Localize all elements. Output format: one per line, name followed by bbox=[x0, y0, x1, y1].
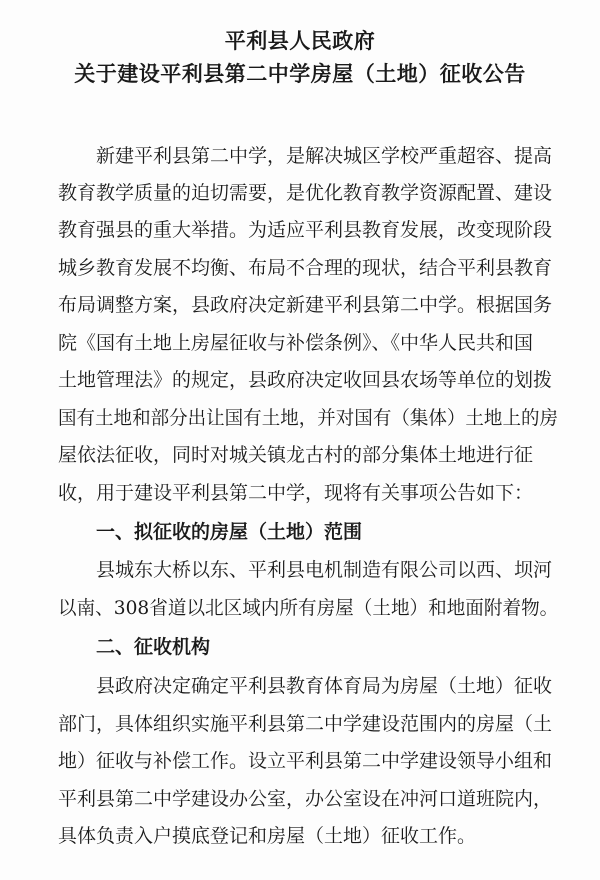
section-2-line: 地）征收与补偿工作。设立平利县第二中学建设领导小组和 bbox=[58, 750, 553, 772]
paragraph-1-line: 城乡教育发展不均衡、布局不合理的现状，结合平利县教育 bbox=[58, 257, 553, 279]
section-2-line: 具体负责入户摸底登记和房屋（土地）征收工作。 bbox=[58, 825, 477, 847]
paragraph-1-line: 教育教学质量的迫切需要，是优化教育教学资源配置、建设 bbox=[58, 182, 553, 204]
section-1-heading: 一、拟征收的房屋（土地）范围 bbox=[96, 521, 363, 543]
section-1-line: 县城东大桥以东、平利县电机制造有限公司以西、坝河 bbox=[96, 559, 553, 581]
paragraph-1-line: 新建平利县第二中学，是解决城区学校严重超容、提高 bbox=[96, 145, 553, 167]
section-2-heading: 二、征收机构 bbox=[96, 636, 211, 658]
paragraph-1-line: 收，用于建设平利县第二中学，现将有关事项公告如下： bbox=[58, 482, 534, 504]
paragraph-1-line: 屋依法征收，同时对城关镇龙古村的部分集体土地进行征 bbox=[58, 444, 534, 466]
section-2-line: 部门，具体组织实施平利县第二中学建设范围内的房屋（土 bbox=[58, 713, 553, 735]
paragraph-1-line: 国有土地和部分出让国有土地，并对国有（集体）土地上的房 bbox=[58, 407, 559, 429]
paragraph-1-line: 院《国有土地上房屋征收与补偿条例》、《中华人民共和国 bbox=[58, 332, 534, 354]
section-2-line: 平利县第二中学建设办公室，办公室设在冲河口道班院内， bbox=[58, 788, 553, 810]
paragraph-1-line: 教育强县的重大举措。为适应平利县教育发展，改变现阶段 bbox=[58, 219, 553, 241]
document-title-subject: 关于建设平利县第二中学房屋（土地）征收公告 bbox=[74, 62, 526, 86]
paragraph-1-line: 土地管理法》的规定，县政府决定收回县农场等单位的划拨 bbox=[58, 369, 553, 391]
section-1-line: 以南、308省道以北区域内所有房屋（土地）和地面附着物。 bbox=[58, 597, 559, 619]
section-2-line: 县政府决定确定平利县教育体育局为房屋（土地）征收 bbox=[96, 675, 553, 697]
document-title-issuer: 平利县人民政府 bbox=[224, 29, 376, 53]
paragraph-1-line: 布局调整方案，县政府决定新建平利县第二中学。根据国务 bbox=[58, 294, 553, 316]
